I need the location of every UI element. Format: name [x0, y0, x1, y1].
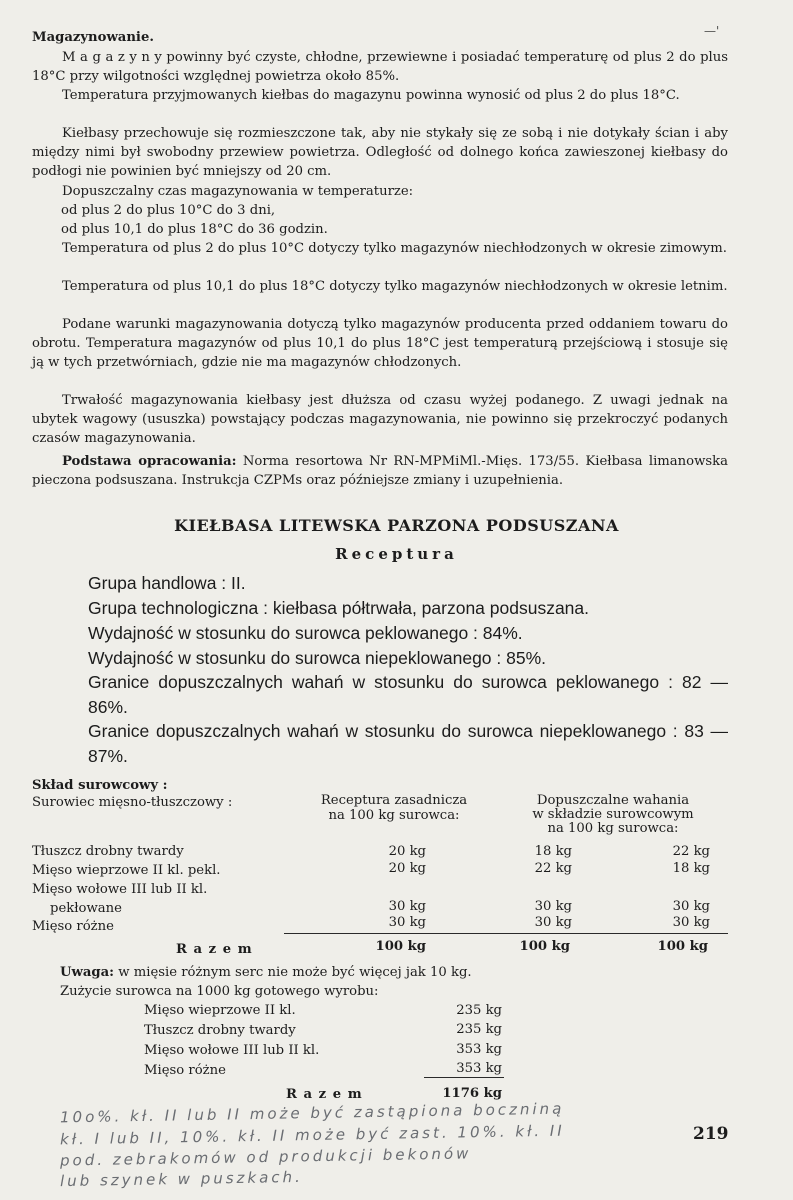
- storage-paragraph-3: Kiełbasy przechowuje się rozmieszczone tak, aby nie stykały się ze sobą i nie dotykały ścian i aby między nimi był swobodny przewiew powietrza. Odległość od dolnego końca zawieszonej kiełbasy do podłogi nie powinien być mniejszy od 20 cm.: [32, 126, 728, 179]
- usage-value: 235 kg: [456, 1003, 502, 1018]
- handwritten-note-1: 10o%. kł. II lub II może być zastąpiona boczniną: [59, 1099, 565, 1127]
- storage-paragraph-7: Podane warunki magazynowania dotyczą tylko magazynów producenta przed oddaniem towaru do obrotu. Temperatura magazynów od plus 10,1 do plus 18°C jest temperaturą przejściową i stosuje się ją w tych przetwórniach, gdzie nie ma magazynów chłodzonych.: [32, 317, 728, 370]
- row-min: 18 kg: [534, 844, 572, 859]
- total-min: 100 kg: [519, 939, 570, 954]
- basis-label: Podstawa opracowania:: [62, 454, 237, 469]
- row-min: 22 kg: [534, 861, 572, 876]
- storage-range-2: od plus 10,1 do plus 18°C do 36 godzin.: [61, 222, 328, 237]
- row-max: 30 kg: [672, 899, 710, 914]
- usage-total-value: 1176 kg: [442, 1086, 502, 1101]
- handwritten-note-4: lub szynek w puszkach.: [59, 1167, 304, 1191]
- note-text: w mięsie różnym serc nie może być więcej jak 10 kg.: [114, 965, 472, 980]
- yield-unpickled: Wydajność w stosunku do surowca niepeklowanego : 85%.: [88, 648, 547, 668]
- storage-paragraph-8: Trwałość magazynowania kiełbasy jest dłuższa od czasu wyżej podanego. Z uwagi jednak na ubytek wagowy (ususzka) powstający podczas magazynowania, nie powinno się przekroczyć podanych czasów magazynowania.: [32, 393, 728, 446]
- row-max: 30 kg: [672, 915, 710, 930]
- storage-basis: [32, 452, 728, 490]
- total-base: 100 kg: [375, 939, 426, 954]
- col-header-range-3: na 100 kg surowca:: [547, 821, 679, 836]
- storage-paragraph-5: Temperatura od plus 2 do plus 10°C dotyczy tylko magazynów niechłodzonych w okresie zimowym.: [62, 241, 727, 256]
- row-min: 30 kg: [534, 915, 572, 930]
- storage-paragraph-2: Temperatura przyjmowanych kiełbas do magazynu powinna wynosić od plus 2 do plus 18°C.: [62, 88, 680, 103]
- range-pickled: Granice dopuszczalnych wahań w stosunku do surowca peklowanego : 82 — 86%.: [88, 672, 728, 717]
- row-base: 20 kg: [388, 861, 426, 876]
- row-name: Mięso wieprzowe II kl. pekl.: [32, 863, 221, 878]
- range-unpickled: Granice dopuszczalnych wahań w stosunku do surowca niepeklowanego : 83 — 87%.: [88, 721, 728, 766]
- total-label: R a z e m: [176, 942, 253, 957]
- usage-value: 235 kg: [456, 1022, 502, 1037]
- usage-heading: Zużycie surowca na 1000 kg gotowego wyrobu:: [60, 984, 379, 999]
- total-max: 100 kg: [657, 939, 708, 954]
- col-header-raw-material: Surowiec mięsno-tłuszczowy :: [32, 795, 233, 810]
- row-max: 18 kg: [672, 861, 710, 876]
- col-header-range-1: Dopuszczalne wahania: [536, 793, 690, 808]
- row-name: Mięso wołowe III lub II kl.: [32, 882, 208, 897]
- composition-heading: Skład surowcowy :: [32, 778, 168, 793]
- technology-group: Grupa technologiczna : kiełbasa półtrwała, parzona podsuszana.: [88, 598, 590, 618]
- trade-group: Grupa handlowa : II.: [88, 573, 246, 593]
- corner-mark: —': [704, 24, 720, 38]
- row-min: 30 kg: [534, 899, 572, 914]
- storage-paragraph-4: Dopuszczalny czas magazynowania w temperaturze:: [62, 184, 414, 199]
- col-header-base-1: Receptura zasadnicza: [320, 793, 468, 808]
- handwritten-note-3: pod. zebrakomów od produkcji bekonów: [59, 1144, 472, 1170]
- note: [60, 964, 472, 981]
- usage-name: Mięso wieprzowe II kl.: [144, 1003, 296, 1018]
- row-base: 20 kg: [388, 844, 426, 859]
- storage-paragraph-1: M a g a z y n y powinny być czyste, chłodne, przewiewne i posiadać temperaturę od plus 2 do plus 18°C przy wilgotności względnej powietrza około 85%.: [32, 50, 728, 84]
- usage-total-rule: [424, 1077, 504, 1078]
- usage-name: Tłuszcz drobny twardy: [144, 1023, 296, 1038]
- usage-total-label: R a z e m: [286, 1087, 363, 1102]
- page-number: 219: [693, 1124, 729, 1144]
- usage-name: Mięso różne: [144, 1063, 226, 1078]
- row-name: Tłuszcz drobny twardy: [32, 844, 184, 859]
- storage-paragraph-6: Temperatura od plus 10,1 do plus 18°C dotyczy tylko magazynów niechłodzonych w okresie letnim.: [62, 279, 728, 294]
- basis-text: Norma resortowa Nr RN-MPMiMl.-Mięs. 173/55. Kiełbasa limanowska pieczona podsuszana. Instrukcja CZPMs oraz późniejsze zmiany i uzupełnienia.: [32, 454, 728, 488]
- col-header-base-2: na 100 kg surowca:: [328, 808, 460, 823]
- row-name-cont: pekłowane: [50, 901, 122, 916]
- usage-value: 353 kg: [456, 1061, 502, 1076]
- handwritten-note-2: kł. I lub II, 10%. kł. II może być zast. 10%. kł. II: [59, 1121, 565, 1149]
- recipe-subtitle: Receptura: [335, 545, 458, 563]
- table-total-rule: [284, 933, 728, 934]
- usage-name: Mięso wołowe III lub II kl.: [144, 1043, 320, 1058]
- usage-value: 353 kg: [456, 1042, 502, 1057]
- row-base: 30 kg: [388, 915, 426, 930]
- row-base: 30 kg: [388, 899, 426, 914]
- row-name: Mięso różne: [32, 919, 114, 934]
- storage-range-1: od plus 2 do plus 10°C do 3 dni,: [61, 203, 276, 218]
- row-max: 22 kg: [672, 844, 710, 859]
- note-label: Uwaga:: [60, 965, 115, 980]
- recipe-title: KIEŁBASA LITEWSKA PARZONA PODSUSZANA: [174, 516, 619, 535]
- storage-heading: Magazynowanie.: [32, 30, 154, 45]
- yield-pickled: Wydajność w stosunku do surowca peklowanego : 84%.: [88, 623, 523, 643]
- col-header-range-2: w składzie surowcowym: [532, 807, 694, 822]
